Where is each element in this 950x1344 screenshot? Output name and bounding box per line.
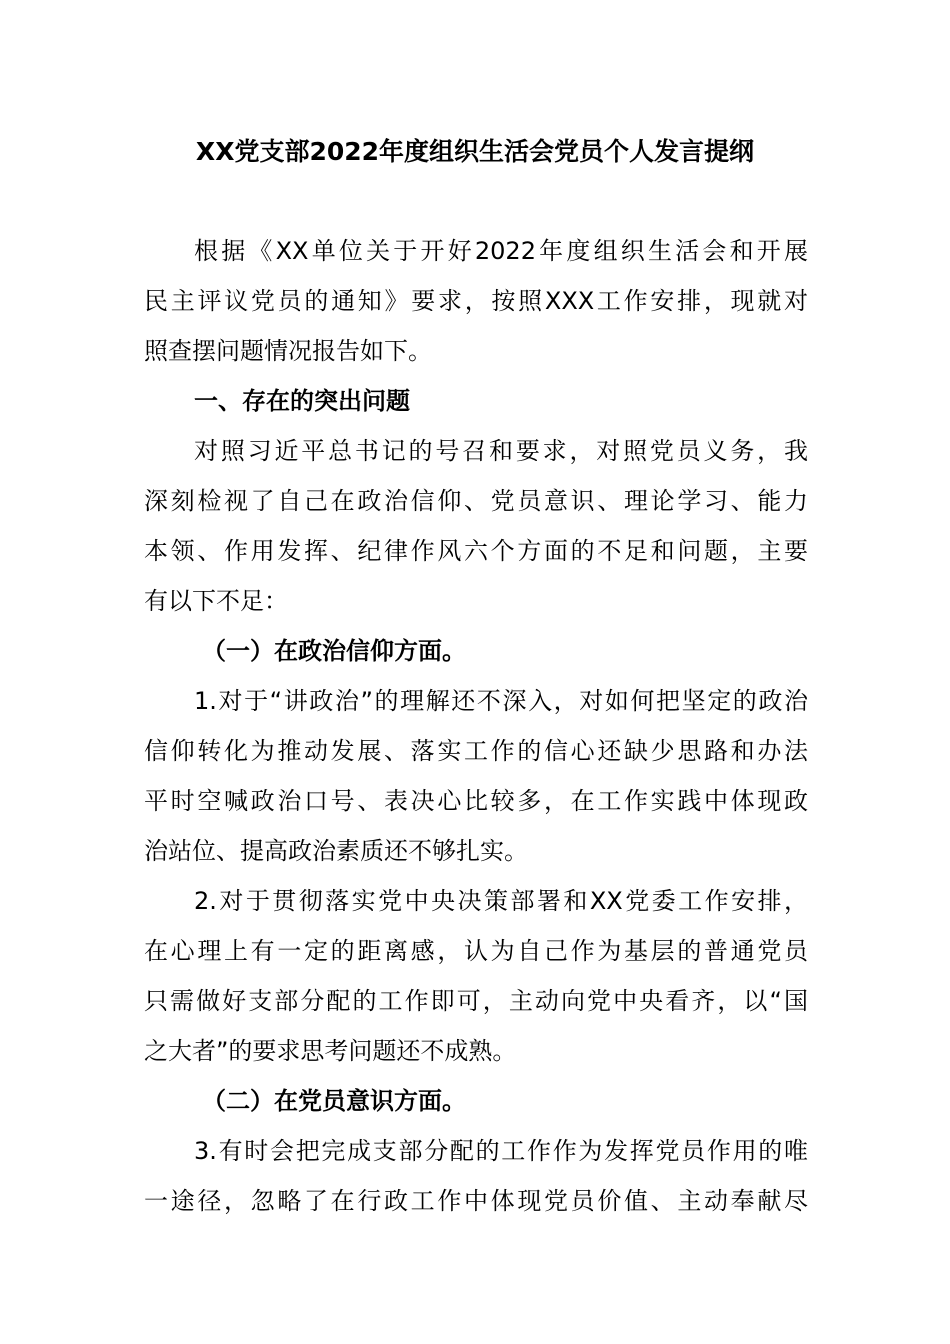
section-heading: 一、存在的突出问题 bbox=[194, 387, 410, 415]
paragraph-line: 平时空喊政治口号、表决心比较多，在工作实践中体现政 bbox=[144, 787, 808, 815]
paragraph-line: 治站位、提高政治素质还不够扎实。 bbox=[144, 837, 528, 865]
document-body bbox=[144, 226, 808, 1226]
subsection-heading: （一）在政治信仰方面。 bbox=[202, 637, 466, 665]
paragraph-line: 只需做好支部分配的工作即可，主动向党中央看齐，以“国 bbox=[144, 987, 808, 1015]
paragraph-line: 3.有时会把完成支部分配的工作作为发挥党员作用的唯 bbox=[194, 1137, 808, 1165]
document-title: XX党支部2022年度组织生活会党员个人发言提纲 bbox=[195, 137, 755, 166]
paragraph-line: 一途径，忽略了在行政工作中体现党员价值、主动奉献尽 bbox=[144, 1187, 808, 1215]
paragraph-line: 本领、作用发挥、纪律作风六个方面的不足和问题，主要 bbox=[144, 537, 808, 565]
paragraph-line: 根据《XX单位关于开好2022年度组织生活会和开展 bbox=[194, 237, 808, 265]
paragraph-line: 深刻检视了自己在政治信仰、党员意识、理论学习、能力 bbox=[144, 487, 808, 515]
paragraph-line: 之大者”的要求思考问题还不成熟。 bbox=[144, 1037, 517, 1065]
paragraph-line: 在心理上有一定的距离感，认为自己作为基层的普通党员 bbox=[144, 937, 808, 965]
paragraph-line: 有以下不足： bbox=[144, 587, 288, 615]
paragraph-line: 1.对于“讲政治”的理解还不深入，对如何把坚定的政治 bbox=[194, 687, 808, 715]
paragraph-line: 民主评议党员的通知》要求，按照XXX工作安排，现就对 bbox=[144, 287, 808, 315]
paragraph-line: 对照习近平总书记的号召和要求，对照党员义务，我 bbox=[194, 437, 808, 465]
paragraph-line: 照查摆问题情况报告如下。 bbox=[144, 337, 432, 365]
paragraph-line: 信仰转化为推动发展、落实工作的信心还缺少思路和办法 bbox=[144, 737, 808, 765]
paragraph-line: 2.对于贯彻落实党中央决策部署和XX党委工作安排， bbox=[194, 887, 808, 915]
subsection-heading: （二）在党员意识方面。 bbox=[202, 1087, 466, 1115]
